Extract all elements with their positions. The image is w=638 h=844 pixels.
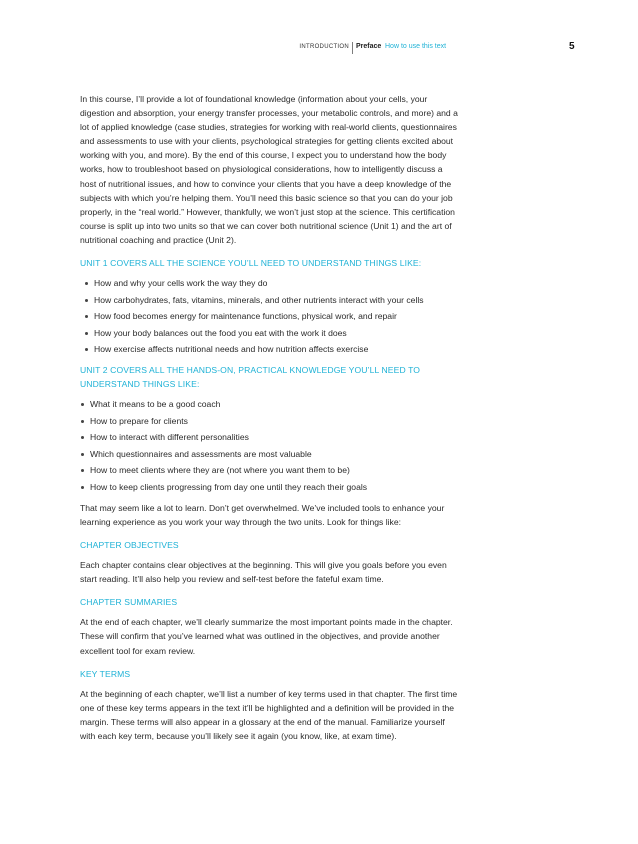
unit2-heading: UNIT 2 COVERS ALL THE HANDS-ON, PRACTICAL KNOWLEDGE YOU’LL NEED TO UNDERSTAND THINGS LIKE: <box>80 365 421 390</box>
intro-paragraph: In this course, I’ll provide a lot of foundational knowledge (information about your cells, your digestion and absorption, your energy transfer processes, your metabolic controls, and more) and a lot of applied knowledge (case studies, strategies for working with real-world clients, questionnaires and assessments to use with your clients, psychological strategies for getting clients excited about working with you, and more). By the end of this course, I expect you to understand how the body works, how to troubleshoot based on physiological considerations, how to intelligently discuss a host of nutritional issues, and how to convince your clients that you have a deep knowledge of the subjects with which you’re helping them. You’ll need this basic science so that you can do your job properly, in the “real world.” However, thankfully, we won’t just stop at the science. This certification course is split up into two units so that we can cover both nutritional science (Unit 1) and the art of nutritional coaching and practice (Unit 2). <box>80 94 458 245</box>
page-body <box>80 92 458 752</box>
unit1-heading: UNIT 1 COVERS ALL THE SCIENCE YOU’LL NEED TO UNDERSTAND THINGS LIKE: <box>80 258 422 269</box>
list-item: What it means to be a good coach <box>80 397 458 411</box>
list-item: How exercise affects nutritional needs and how nutrition affects exercise <box>84 342 458 356</box>
chapter-summaries-body: At the end of each chapter, we’ll clearly summarize the most important points made in the chapter. These will confirm that you’ve learned what was outlined in the objectives, and provide another excellent tool for exam review. <box>80 617 453 656</box>
header-subtitle: How to use this text <box>385 43 447 50</box>
header-divider <box>352 42 353 54</box>
list-item: How to meet clients where they are (not where you want them to be) <box>80 463 458 477</box>
page-header <box>0 42 638 56</box>
chapter-objectives-heading: CHAPTER OBJECTIVES <box>80 540 179 550</box>
list-item: How to interact with different personalities <box>80 430 458 444</box>
list-item: How and why your cells work the way they do <box>84 276 458 290</box>
chapter-summaries-heading: CHAPTER SUMMARIES <box>80 597 178 608</box>
unit2-list <box>80 397 458 494</box>
list-item: How your body balances out the food you eat with the work it does <box>84 326 458 340</box>
key-terms-body: At the beginning of each chapter, we’ll list a number of key terms used in that chapter. The first time one of these key terms appears in the text it’ll be highlighted and a definition will be provided in the margin. These terms will also appear in a glossary at the end of the manual. Familiarize yourself with each key term, because you’ll likely see it again (you know, like, at exam time). <box>80 688 458 742</box>
page-number: 5 <box>569 41 575 52</box>
list-item: How food becomes energy for maintenance functions, physical work, and repair <box>84 309 458 323</box>
list-item: How to prepare for clients <box>80 414 458 428</box>
list-item: How carbohydrates, fats, vitamins, minerals, and other nutrients interact with your cells <box>84 293 458 307</box>
list-item: Which questionnaires and assessments are most valuable <box>80 447 458 461</box>
header-chapter: Preface <box>356 43 382 50</box>
key-terms-heading: KEY TERMS <box>80 668 131 679</box>
tools-paragraph: That may seem like a lot to learn. Don’t get overwhelmed. We’ve included tools to enhance your learning experience as you work your way through the two units. Look for things like: <box>80 502 445 527</box>
header-section: INTRODUCTION <box>299 44 349 50</box>
list-item: How to keep clients progressing from day one until they reach their goals <box>80 480 458 494</box>
chapter-objectives-body: Each chapter contains clear objectives at the beginning. This will give you goals before you even start reading. It’ll also help you review and self-test before the fateful exam time. <box>80 560 447 585</box>
unit1-list <box>80 276 458 356</box>
